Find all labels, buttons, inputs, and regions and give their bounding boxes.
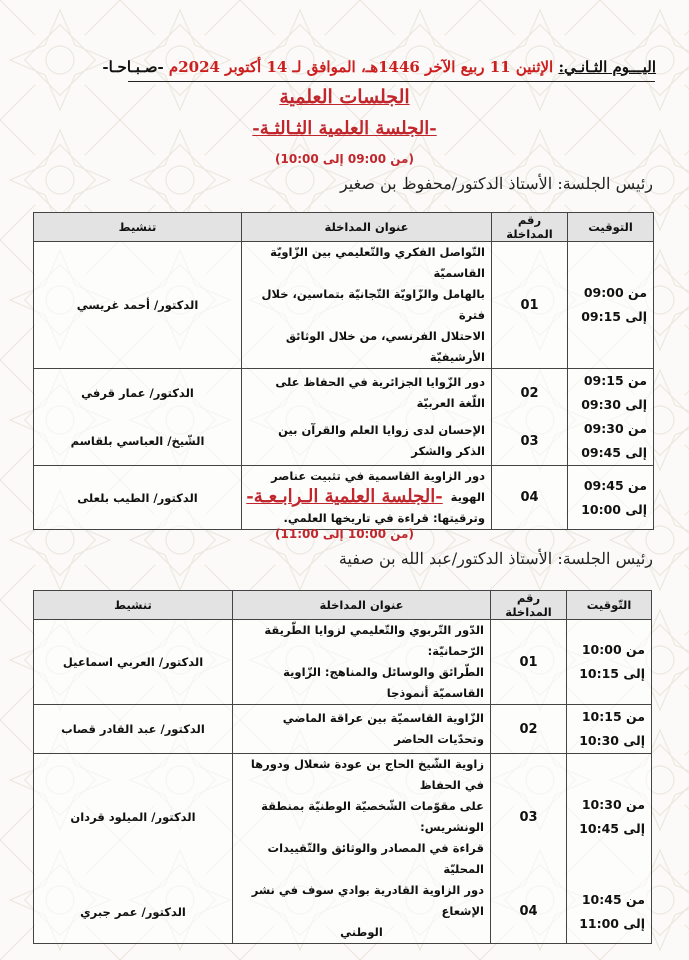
time-cell — [567, 705, 652, 754]
animator-cell: الدكتور/ الميلود قردان — [34, 754, 233, 881]
title-line: دور الزاوية القاسمية في تثبيت عناصر الهوية — [271, 469, 485, 504]
date-hijri: الإثنين 11 ربيع الآخر 1446هـ، — [360, 58, 554, 76]
session-3-time-range: (من 09:00 إلى 10:00) — [275, 152, 414, 166]
session-4-table — [33, 590, 652, 944]
title-line: الوطني — [340, 925, 383, 939]
title-cell — [233, 880, 491, 944]
animator-cell: الدكتور/ العربي اسماعيل — [34, 620, 233, 705]
col-header-title: عنوان المداخلة — [242, 213, 492, 242]
day-date-line — [31, 58, 656, 76]
time-to: إلى 10:45 — [579, 821, 645, 836]
chair-name: الأستاذ الدكتور/محفوظ بن صغير — [339, 174, 553, 193]
session-3-table — [33, 212, 654, 530]
period-label: -صـبـاحـا- — [102, 58, 164, 76]
session-3-chair — [53, 174, 653, 193]
title-line: الطّرائق والوسائل والمناهج: الزّاوية القاسميّة أنموذجا — [283, 665, 484, 700]
time-cell — [567, 620, 652, 705]
time-from: من 09:30 — [583, 421, 647, 436]
time-to: إلى 10:15 — [579, 666, 645, 681]
title-line: التّواصل الفكري والتّعليمي بين الزّاويّة القاسميّة — [270, 245, 485, 280]
col-header-time: التّوقيت — [567, 591, 652, 620]
number-cell: 03 — [491, 754, 567, 881]
table-row — [34, 880, 652, 944]
time-from: من 10:45 — [581, 891, 645, 907]
time-cell — [568, 417, 654, 466]
title-line: بالهامل والزّاويّة التّجانيّة بتماسين، خلال فترة — [261, 287, 485, 322]
title-cell — [233, 754, 491, 881]
time-cell — [567, 880, 652, 944]
title-cell: الإحسان لدى زوايا العلم والقرآن بين الذكر والشكر — [242, 417, 492, 466]
time-to: إلى 09:45 — [581, 445, 647, 460]
number-cell: 01 — [491, 620, 567, 705]
table-row — [34, 620, 652, 705]
col-header-animator: تنشيط — [34, 591, 233, 620]
col-header-animator: تنشيط — [34, 213, 242, 242]
session-4-time-range: (من 10:00 إلى 11:00) — [275, 527, 414, 541]
title-line: دور الزاوية القادرية بوادي سوف في نشر الإشعاع — [251, 883, 484, 918]
time-cell — [568, 242, 654, 369]
time-to: إلى 10:00 — [581, 501, 647, 517]
table-row — [34, 369, 654, 418]
animator-cell: الدكتور/ عمار قرفي — [34, 369, 242, 418]
table-row — [34, 242, 654, 369]
table-row — [34, 754, 652, 881]
date-gregorian: الموافق لـ 14 أكتوبر 2024م — [168, 58, 356, 76]
number-cell: 02 — [492, 369, 568, 418]
title-line: قراءة في المصادر والوثائق والتّقييدات المحليّة — [267, 841, 484, 876]
number-cell: 04 — [491, 880, 567, 944]
time-from: من 09:15 — [583, 373, 647, 388]
animator-cell: الدكتور/ عبد القادر قصاب — [34, 705, 233, 754]
header-underline — [128, 81, 655, 82]
time-from: من 10:15 — [581, 709, 645, 724]
time-from: من 09:00 — [583, 285, 647, 300]
col-header-title: عنوان المداخلة — [233, 591, 491, 620]
chair-label: رئيس الجلسة: — [557, 549, 653, 568]
title-line: وترقيتها: قراءة في تاريخها العلمي. — [283, 511, 485, 525]
time-cell — [568, 369, 654, 418]
time-to: إلى 10:30 — [579, 733, 645, 748]
time-from: من 10:00 — [581, 642, 645, 657]
title-line: الدّور التّربوي والتّعليمي لزوايا الطّريقة الرّحمانيّة: — [264, 623, 484, 658]
col-header-number: رقم المداخلة — [492, 213, 568, 242]
title-cell — [233, 620, 491, 705]
number-cell: 02 — [491, 705, 567, 754]
page-title: الجلسات العلمية — [279, 86, 410, 108]
time-cell — [567, 754, 652, 881]
time-to: إلى 09:15 — [581, 309, 647, 324]
table-row — [34, 705, 652, 754]
session-3-title: -الجلسة العلمية الثـالثـة- — [252, 118, 437, 139]
animator-cell: الدكتور/ عمر جبري — [34, 880, 233, 944]
col-header-time: التوقيت — [568, 213, 654, 242]
time-to: إلى 11:00 — [579, 915, 645, 931]
table-row — [34, 417, 654, 466]
animator-cell: الدكتور/ الطيب بلعلى — [34, 466, 242, 530]
number-cell: 04 — [492, 466, 568, 530]
title-cell: دور الزّوايا الجزائرية في الحفاظ على اللّغة العربيّة — [242, 369, 492, 418]
day-label: اليـــوم الثـانـي: — [558, 58, 656, 76]
title-line: الاحتلال الفرنسي، من خلال الوثائق الأرشيفيّة — [285, 329, 485, 364]
col-header-number: رقم المداخلة — [491, 591, 567, 620]
animator-cell: الشّيخ/ العباسي بلقاسم — [34, 417, 242, 466]
table-header-row — [34, 213, 654, 242]
chair-name: الأستاذ الدكتور/عبد الله بن صفية — [338, 549, 553, 568]
time-from: من 10:30 — [581, 797, 645, 812]
number-cell: 01 — [492, 242, 568, 369]
session-4-title: -الجلسة العلمية الـرابـعـة- — [246, 486, 443, 507]
session-4-chair — [53, 549, 653, 568]
number-cell: 03 — [492, 417, 568, 466]
chair-label: رئيس الجلسة: — [557, 174, 653, 193]
time-from: من 09:45 — [583, 477, 647, 493]
title-line: على مقوّمات الشّخصيّة الوطنيّة بمنطقة الونشريس: — [261, 799, 484, 834]
table-header-row — [34, 591, 652, 620]
title-cell: الزّاوية القاسميّة بين عراقة الماضي وتحدّيات الحاضر — [233, 705, 491, 754]
title-cell — [242, 242, 492, 369]
time-to: إلى 09:30 — [581, 397, 647, 412]
animator-cell: الدكتور/ أحمد غريسي — [34, 242, 242, 369]
title-line: زاوية الشّيخ الحاج بن عودة شعلال ودورها في الحفاظ — [250, 757, 484, 792]
